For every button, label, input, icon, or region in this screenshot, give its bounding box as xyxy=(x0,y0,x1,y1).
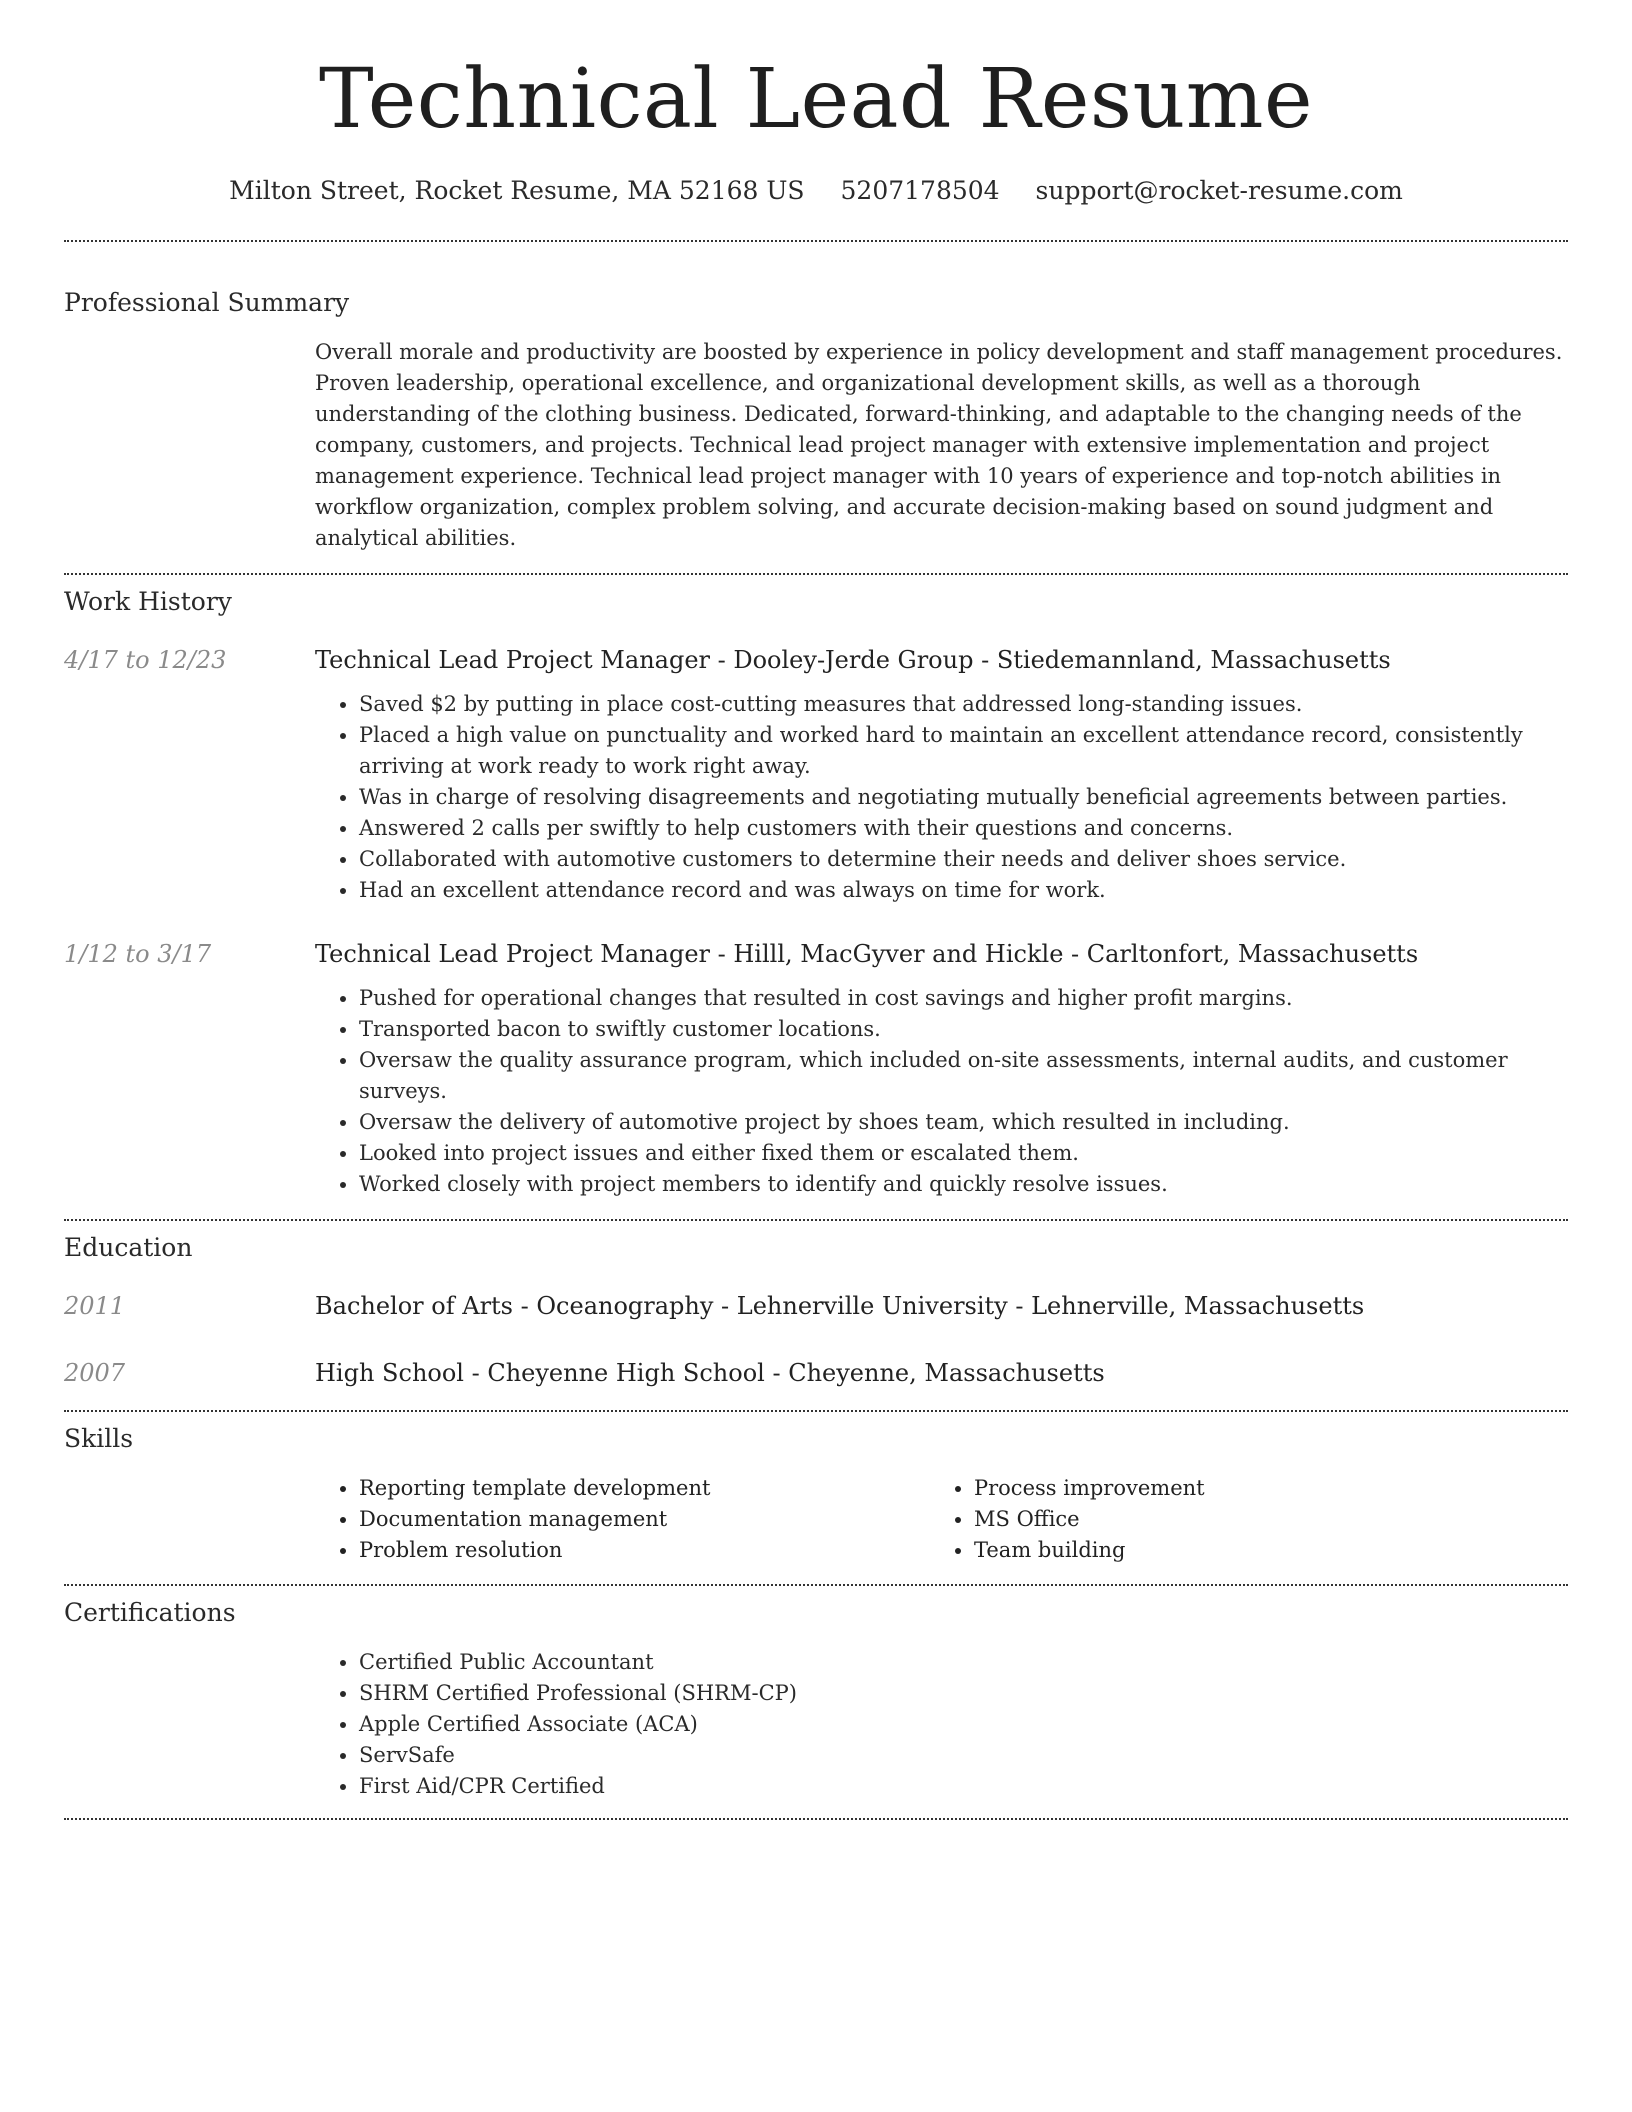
list-item: • MS Office xyxy=(974,1504,1545,1535)
resume-page xyxy=(64,0,1568,1820)
education-entry xyxy=(64,1356,1568,1390)
list-item: • Process improvement xyxy=(974,1473,1545,1504)
contact-email: support@rocket-resume.com xyxy=(1035,176,1403,205)
list-item: • Placed a high value on punctuality and worked hard to maintain an excellent attendance record, consistently arriving at work ready to work right away. xyxy=(359,720,1568,782)
job-dates: 4/17 to 12/23 xyxy=(64,646,227,674)
section-skills xyxy=(64,1412,1568,1566)
certifications-list xyxy=(315,1647,1568,1802)
job-title: Technical Lead Project Manager - Hilll, MacGyver and Hickle - Carltonfort, Massachusetts xyxy=(315,940,1419,968)
contact-phone: 5207178504 xyxy=(840,176,1000,205)
section-heading-work: Work History xyxy=(64,587,232,616)
section-education xyxy=(64,1221,1568,1390)
list-item: • Saved $2 by putting in place cost-cutting measures that addressed long-standing issues. xyxy=(359,689,1568,720)
divider xyxy=(64,1818,1568,1820)
skills-row xyxy=(64,1473,1568,1566)
list-item: • Answered 2 calls per swiftly to help customers with their questions and concerns. xyxy=(359,813,1568,844)
job-dates: 1/12 to 3/17 xyxy=(64,940,212,968)
section-heading-education: Education xyxy=(64,1233,193,1262)
job-title: Technical Lead Project Manager - Dooley-Jerde Group - Stiedemannland, Massachusetts xyxy=(315,646,1391,674)
list-item: • Team building xyxy=(974,1535,1545,1566)
section-heading-certifications: Certifications xyxy=(64,1598,236,1627)
list-item: • ServSafe xyxy=(359,1740,1568,1771)
list-item: • Certified Public Accountant xyxy=(359,1647,1568,1678)
education-text: High School - Cheyenne High School - Cheyenne, Massachusetts xyxy=(315,1359,1105,1387)
section-heading-summary: Professional Summary xyxy=(64,288,350,317)
certifications-row xyxy=(64,1647,1568,1802)
contact-address: Milton Street, Rocket Resume, MA 52168 US xyxy=(229,176,805,205)
job-bullets xyxy=(315,983,1568,1200)
list-item: • Documentation management xyxy=(359,1504,930,1535)
job-bullets xyxy=(315,689,1568,906)
section-summary xyxy=(64,242,1568,554)
page-title: Technical Lead Resume xyxy=(318,52,1314,147)
list-item: • Was in charge of resolving disagreements and negotiating mutually beneficial agreements between parties. xyxy=(359,782,1568,813)
list-item: • Reporting template development xyxy=(359,1473,930,1504)
education-year: 2007 xyxy=(64,1359,126,1387)
education-entry xyxy=(64,1289,1568,1323)
job-entry xyxy=(64,937,1568,1200)
section-certifications xyxy=(64,1586,1568,1802)
skills-list-left xyxy=(315,1473,930,1566)
list-item: • Collaborated with automotive customers to determine their needs and deliver shoes service. xyxy=(359,844,1568,875)
skills-list-right xyxy=(930,1473,1545,1566)
list-item: • Had an excellent attendance record and was always on time for work. xyxy=(359,875,1568,906)
list-item: • Worked closely with project members to identify and quickly resolve issues. xyxy=(359,1169,1568,1200)
list-item: • Transported bacon to swiftly customer locations. xyxy=(359,1014,1568,1045)
list-item: • Pushed for operational changes that resulted in cost savings and higher profit margins. xyxy=(359,983,1568,1014)
section-work-history xyxy=(64,575,1568,1200)
education-year: 2011 xyxy=(64,1292,126,1320)
section-heading-skills: Skills xyxy=(64,1424,134,1453)
list-item: • Looked into project issues and either fixed them or escalated them. xyxy=(359,1138,1568,1169)
list-item: • First Aid/CPR Certified xyxy=(359,1771,1568,1802)
list-item: • Problem resolution xyxy=(359,1535,930,1566)
summary-row xyxy=(64,337,1568,554)
list-item: • Oversaw the quality assurance program, which included on-site assessments, internal audits, and customer surveys. xyxy=(359,1045,1568,1107)
summary-text: Overall morale and productivity are boosted by experience in policy development and staff management procedures. Proven leadership, operational excellence, and organizational development skills, as well as a thorough understanding of the clothing business. Dedicated, forward-thinking, and adaptable to the changing needs of the company, customers, and projects. Technical lead project manager with extensive implementation and project management experience. Technical lead project manager with 10 years of experience and top-notch abilities in workflow organization, complex problem solving, and accurate decision-making based on sound judgment and analytical abilities. xyxy=(315,340,1563,550)
list-item: • Apple Certified Associate (ACA) xyxy=(359,1709,1568,1740)
contact-line xyxy=(64,174,1568,208)
job-entry xyxy=(64,643,1568,906)
list-item: • Oversaw the delivery of automotive project by shoes team, which resulted in including. xyxy=(359,1107,1568,1138)
list-item: • SHRM Certified Professional (SHRM-CP) xyxy=(359,1678,1568,1709)
skills-columns xyxy=(315,1473,1568,1566)
education-text: Bachelor of Arts - Oceanography - Lehnerville University - Lehnerville, Massachusetts xyxy=(315,1292,1365,1320)
